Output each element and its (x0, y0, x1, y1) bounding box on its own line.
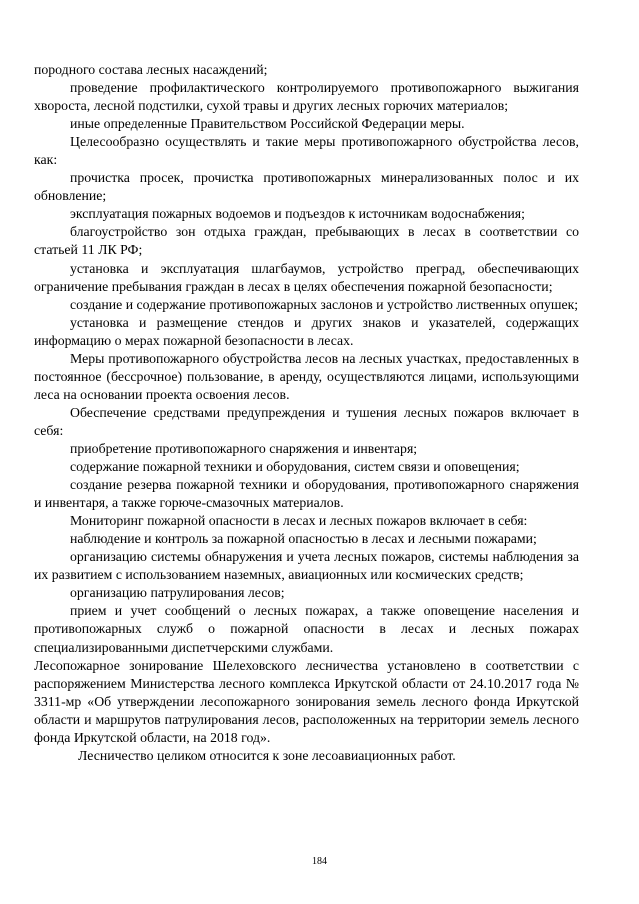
paragraph: Лесничество целиком относится к зоне лесоавиационных работ. (78, 747, 456, 763)
paragraph: Целесообразно осуществлять и такие меры противопожарного обустройства лесов, как: (34, 134, 579, 168)
paragraph: организацию системы обнаружения и учета лесных пожаров, системы наблюдения за их развитием с использованием наземных, авиационных или космических средств; (34, 549, 579, 583)
paragraph: прочистка просек, прочистка противопожарных минерализованных полос и их обновление; (34, 170, 579, 204)
paragraph: прием и учет сообщений о лесных пожарах, а также оповещение населения и противопожарных служб о пожарной опасности в лесах и лесных пожарах специализированными диспетчерскими службами. (34, 603, 579, 655)
paragraph: организацию патрулирования лесов; (70, 585, 285, 601)
paragraph: благоустройство зон отдыха граждан, пребывающих в лесах в соответствии со статьей 11 ЛК РФ; (34, 224, 579, 258)
paragraph: создание резерва пожарной техники и оборудования, противопожарного снаряжения и инвентаря, а также горюче-смазочных материалов. (34, 477, 579, 511)
paragraph: приобретение противопожарного снаряжения и инвентаря; (70, 440, 418, 456)
paragraph: установка и размещение стендов и других знаков и указателей, содержащих информацию о мерах пожарной безопасности в лесах. (34, 314, 579, 348)
paragraph: Меры противопожарного обустройства лесов на лесных участках, предоставленных в постоянное (бессрочное) пользование, в аренду, осуществляются лицами, использующими леса на основании проекта освоения лесов. (34, 350, 579, 402)
page-number: 184 (312, 856, 327, 867)
paragraph: породного состава лесных насаждений; (34, 62, 268, 77)
paragraph: эксплуатация пожарных водоемов и подъездов к источникам водоснабжения; (70, 206, 525, 222)
paragraph: содержание пожарной техники и оборудования, систем связи и оповещения; (70, 459, 520, 475)
paragraph: иные определенные Правительством Российской Федерации меры. (70, 116, 465, 132)
paragraph: Лесопожарное зонирование Шелеховского лесничества установлено в соответствии с распоряжением Министерства лесного комплекса Иркутской области от 24.10.2017 года № 3311-мр «Об утверждении лесопожарного зонирования земель лесного фонда Иркутской области и маршрутов патрулирования лесов, расположенных на территории земель лесного фонда Иркутской области, на 2018 год». (34, 657, 579, 745)
paragraph: Обеспечение средствами предупреждения и тушения лесных пожаров включает в себя: (34, 404, 579, 438)
paragraph: Мониторинг пожарной опасности в лесах и лесных пожаров включает в себя: (70, 513, 528, 529)
paragraph: наблюдение и контроль за пожарной опасностью в лесах и лесными пожарами; (70, 531, 537, 547)
paragraph: проведение профилактического контролируемого противопожарного выжигания хвороста, лесной подстилки, сухой травы и других лесных горючих материалов; (34, 80, 579, 114)
body-text (34, 61, 579, 765)
paragraph: установка и эксплуатация шлагбаумов, устройство преград, обеспечивающих ограничение пребывания граждан в лесах в целях обеспечения пожарной безопасности; (34, 260, 579, 294)
paragraph: создание и содержание противопожарных заслонов и устройство лиственных опушек; (70, 296, 579, 312)
